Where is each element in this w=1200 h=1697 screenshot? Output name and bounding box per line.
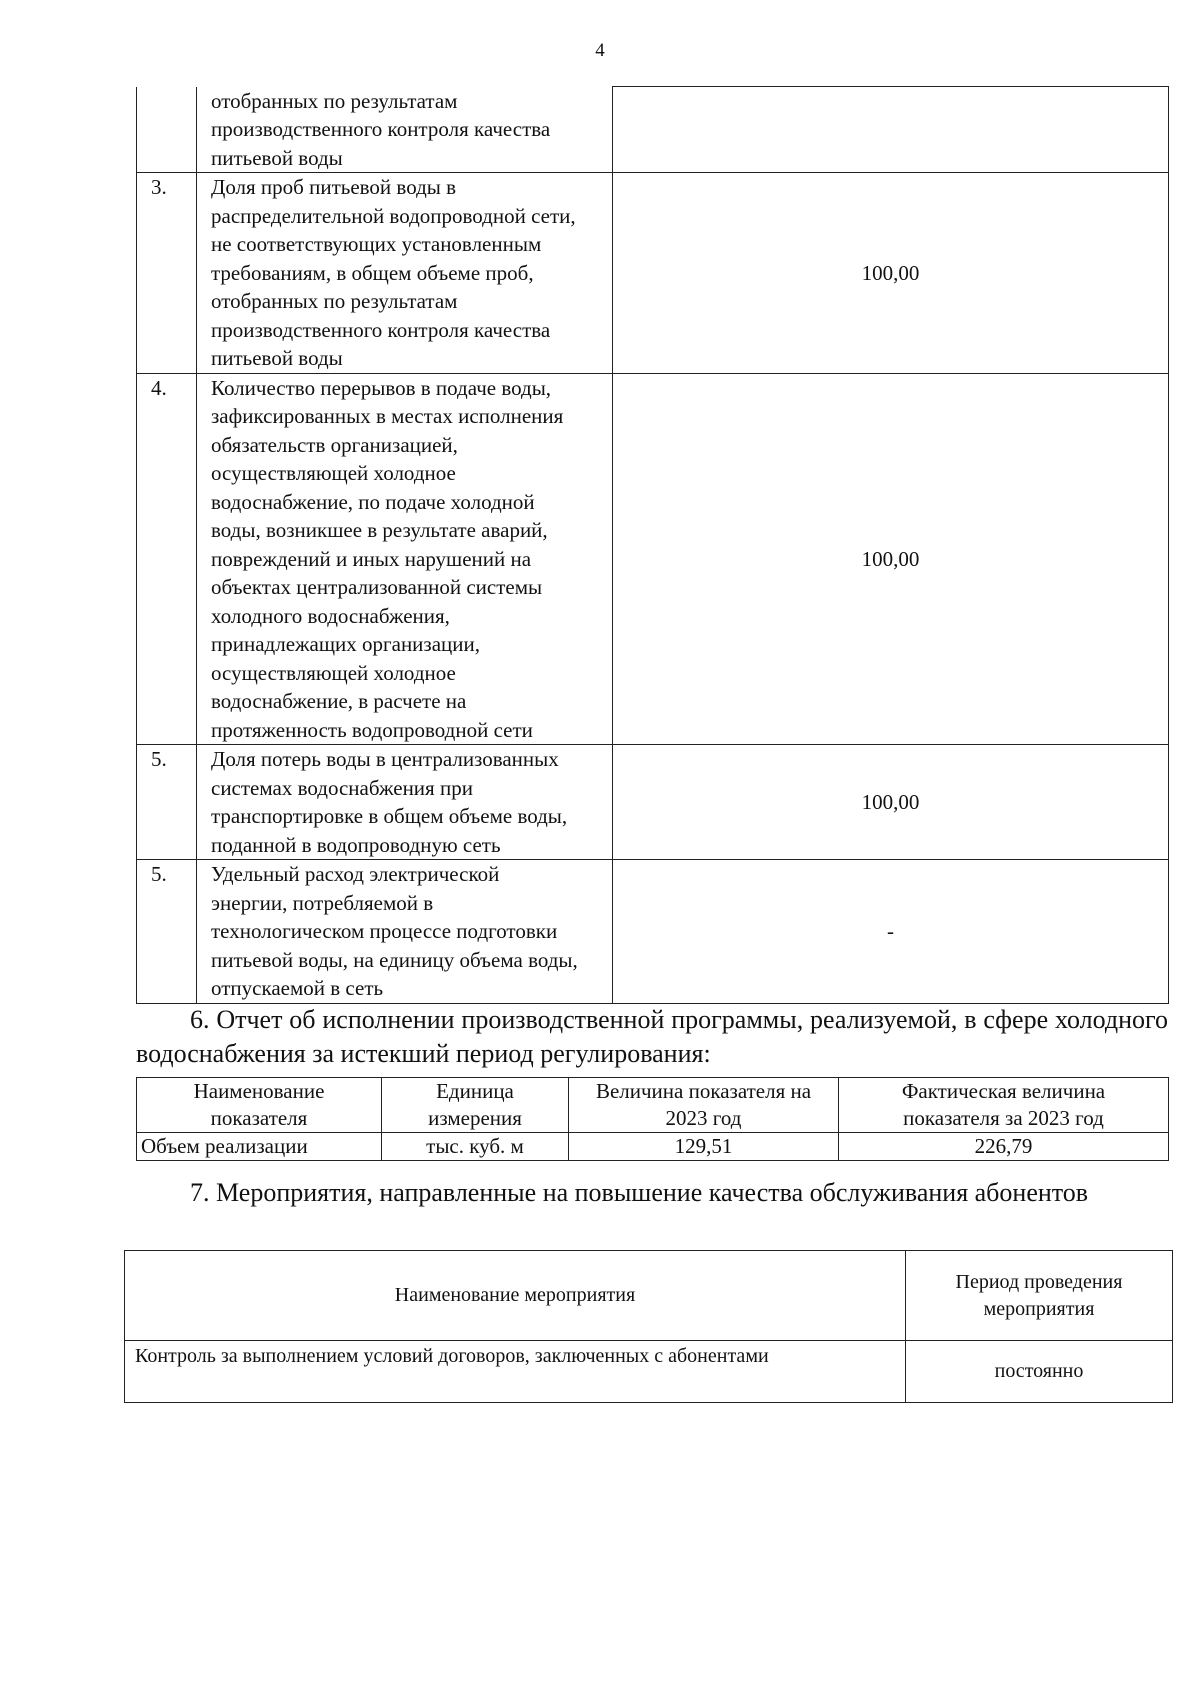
indicator-name-line: технологическом процессе подготовки [211, 919, 558, 943]
indicator-name-line: холодного водоснабжения, [211, 603, 450, 628]
section-7-heading: 7. Мероприятия, направленные на повышение качества обслуживания абонентов [190, 1178, 1089, 1207]
indicator-value: - [613, 860, 1169, 1004]
indicator-name-line: зафиксированных в местах исполнения [211, 404, 564, 428]
indicator-name-line: осуществляющей холодное [211, 461, 456, 485]
event-name: Контроль за выполнением условий договоров, заключенных с абонентами [125, 1341, 906, 1403]
report-row [137, 1133, 1169, 1161]
indicator-name [197, 87, 613, 173]
header-indicator-name: Наименование показателя [137, 1078, 382, 1133]
indicator-value: 100,00 [613, 745, 1169, 860]
indicator-name-line: системах водоснабжения при [211, 775, 473, 800]
event-period: постоянно [906, 1341, 1173, 1403]
indicator-name-line: не соответствующих установленным [211, 232, 542, 256]
report-row-plan: 129,51 [569, 1133, 839, 1161]
indicator-name-line: энергии, потребляемой в [211, 890, 434, 915]
report-row-fact: 226,79 [839, 1133, 1169, 1161]
indicator-name-line: питьевой воды [211, 346, 343, 370]
indicator-name-line: воды, возникшее в результате аварий, [211, 518, 548, 542]
page-number: 4 [595, 40, 605, 61]
indicator-name-line: водоснабжение, по подаче холодной [211, 489, 535, 514]
indicator-name-line: водоснабжение, в расчете на [211, 689, 467, 713]
indicator-name-line: Доля проб питьевой воды в [211, 175, 457, 199]
indicator-name-line: объектах централизованной системы [211, 575, 543, 599]
events-row [125, 1341, 1173, 1403]
indicator-value [613, 87, 1169, 173]
indicator-name-line: отобранных по результатам [211, 88, 458, 113]
indicator-name-line: поданной в водопроводную сеть [211, 832, 501, 857]
events-header-row [125, 1251, 1173, 1341]
header-fact-value: Фактическая величина показателя за 2023 год [839, 1078, 1169, 1133]
indicator-name-line: Удельный расход электрической [211, 862, 500, 886]
header-unit: Единица измерения [382, 1078, 569, 1133]
indicator-name-line: распределительной водопроводной сети, [211, 203, 576, 228]
indicator-name-line: протяженность водопроводной сети [211, 717, 533, 742]
indicator-name-line: производственного контроля качества [211, 117, 551, 141]
indicator-name [197, 860, 613, 1004]
indicator-name-line: питьевой воды, на единицу объема воды, [211, 947, 578, 972]
report-row-unit: тыс. куб. м [382, 1133, 569, 1161]
report-row-name: Объем реализации [137, 1133, 382, 1161]
report-table [136, 1077, 1169, 1161]
indicator-name-line: производственного контроля качества [211, 317, 551, 342]
indicator-value: 100,00 [613, 173, 1169, 374]
indicator-name-line: Доля потерь воды в централизованных [211, 747, 559, 771]
indicator-row [137, 373, 1169, 745]
indicator-name-line: транспортировке в общем объеме воды, [211, 804, 568, 828]
indicator-row [137, 860, 1169, 1004]
indicator-name-line: питьевой воды [211, 145, 343, 170]
indicator-name-line: Количество перерывов в подаче воды, [211, 375, 552, 400]
indicator-name [197, 173, 613, 374]
section-6-heading: 6. Отчет об исполнении производственной программы, реализуемой, в сфере холодного водоснабжения за истекший период регулирования: [136, 1005, 1168, 1068]
indicator-name-line: обязательств организацией, [211, 432, 458, 457]
indicator-name-line: повреждений и иных нарушений на [211, 546, 532, 571]
indicator-name-line: принадлежащих организации, [211, 632, 481, 656]
events-table [124, 1250, 1173, 1403]
indicator-name-line: отпускаемой в сеть [211, 976, 384, 1000]
header-event-period: Период проведения мероприятия [906, 1251, 1173, 1341]
indicator-name-line: осуществляющей холодное [211, 660, 456, 685]
indicator-name-line: отобранных по результатам [211, 289, 458, 313]
indicator-name [197, 373, 613, 745]
indicator-row [137, 745, 1169, 860]
header-event-name: Наименование мероприятия [125, 1251, 906, 1341]
indicator-row [137, 87, 1169, 173]
header-plan-value: Величина показателя на 2023 год [569, 1078, 839, 1133]
indicator-number: 3. [137, 173, 197, 374]
indicator-row [137, 173, 1169, 374]
indicator-name [197, 745, 613, 860]
indicator-number [137, 87, 197, 173]
report-header-row [137, 1078, 1169, 1133]
indicators-table [136, 86, 1169, 1004]
indicator-name-line: требованиям, в общем объеме проб, [211, 260, 534, 285]
indicator-number: 4. [137, 373, 197, 745]
indicator-number: 5. [137, 745, 197, 860]
indicator-value: 100,00 [613, 373, 1169, 745]
indicator-number: 5. [137, 860, 197, 1004]
